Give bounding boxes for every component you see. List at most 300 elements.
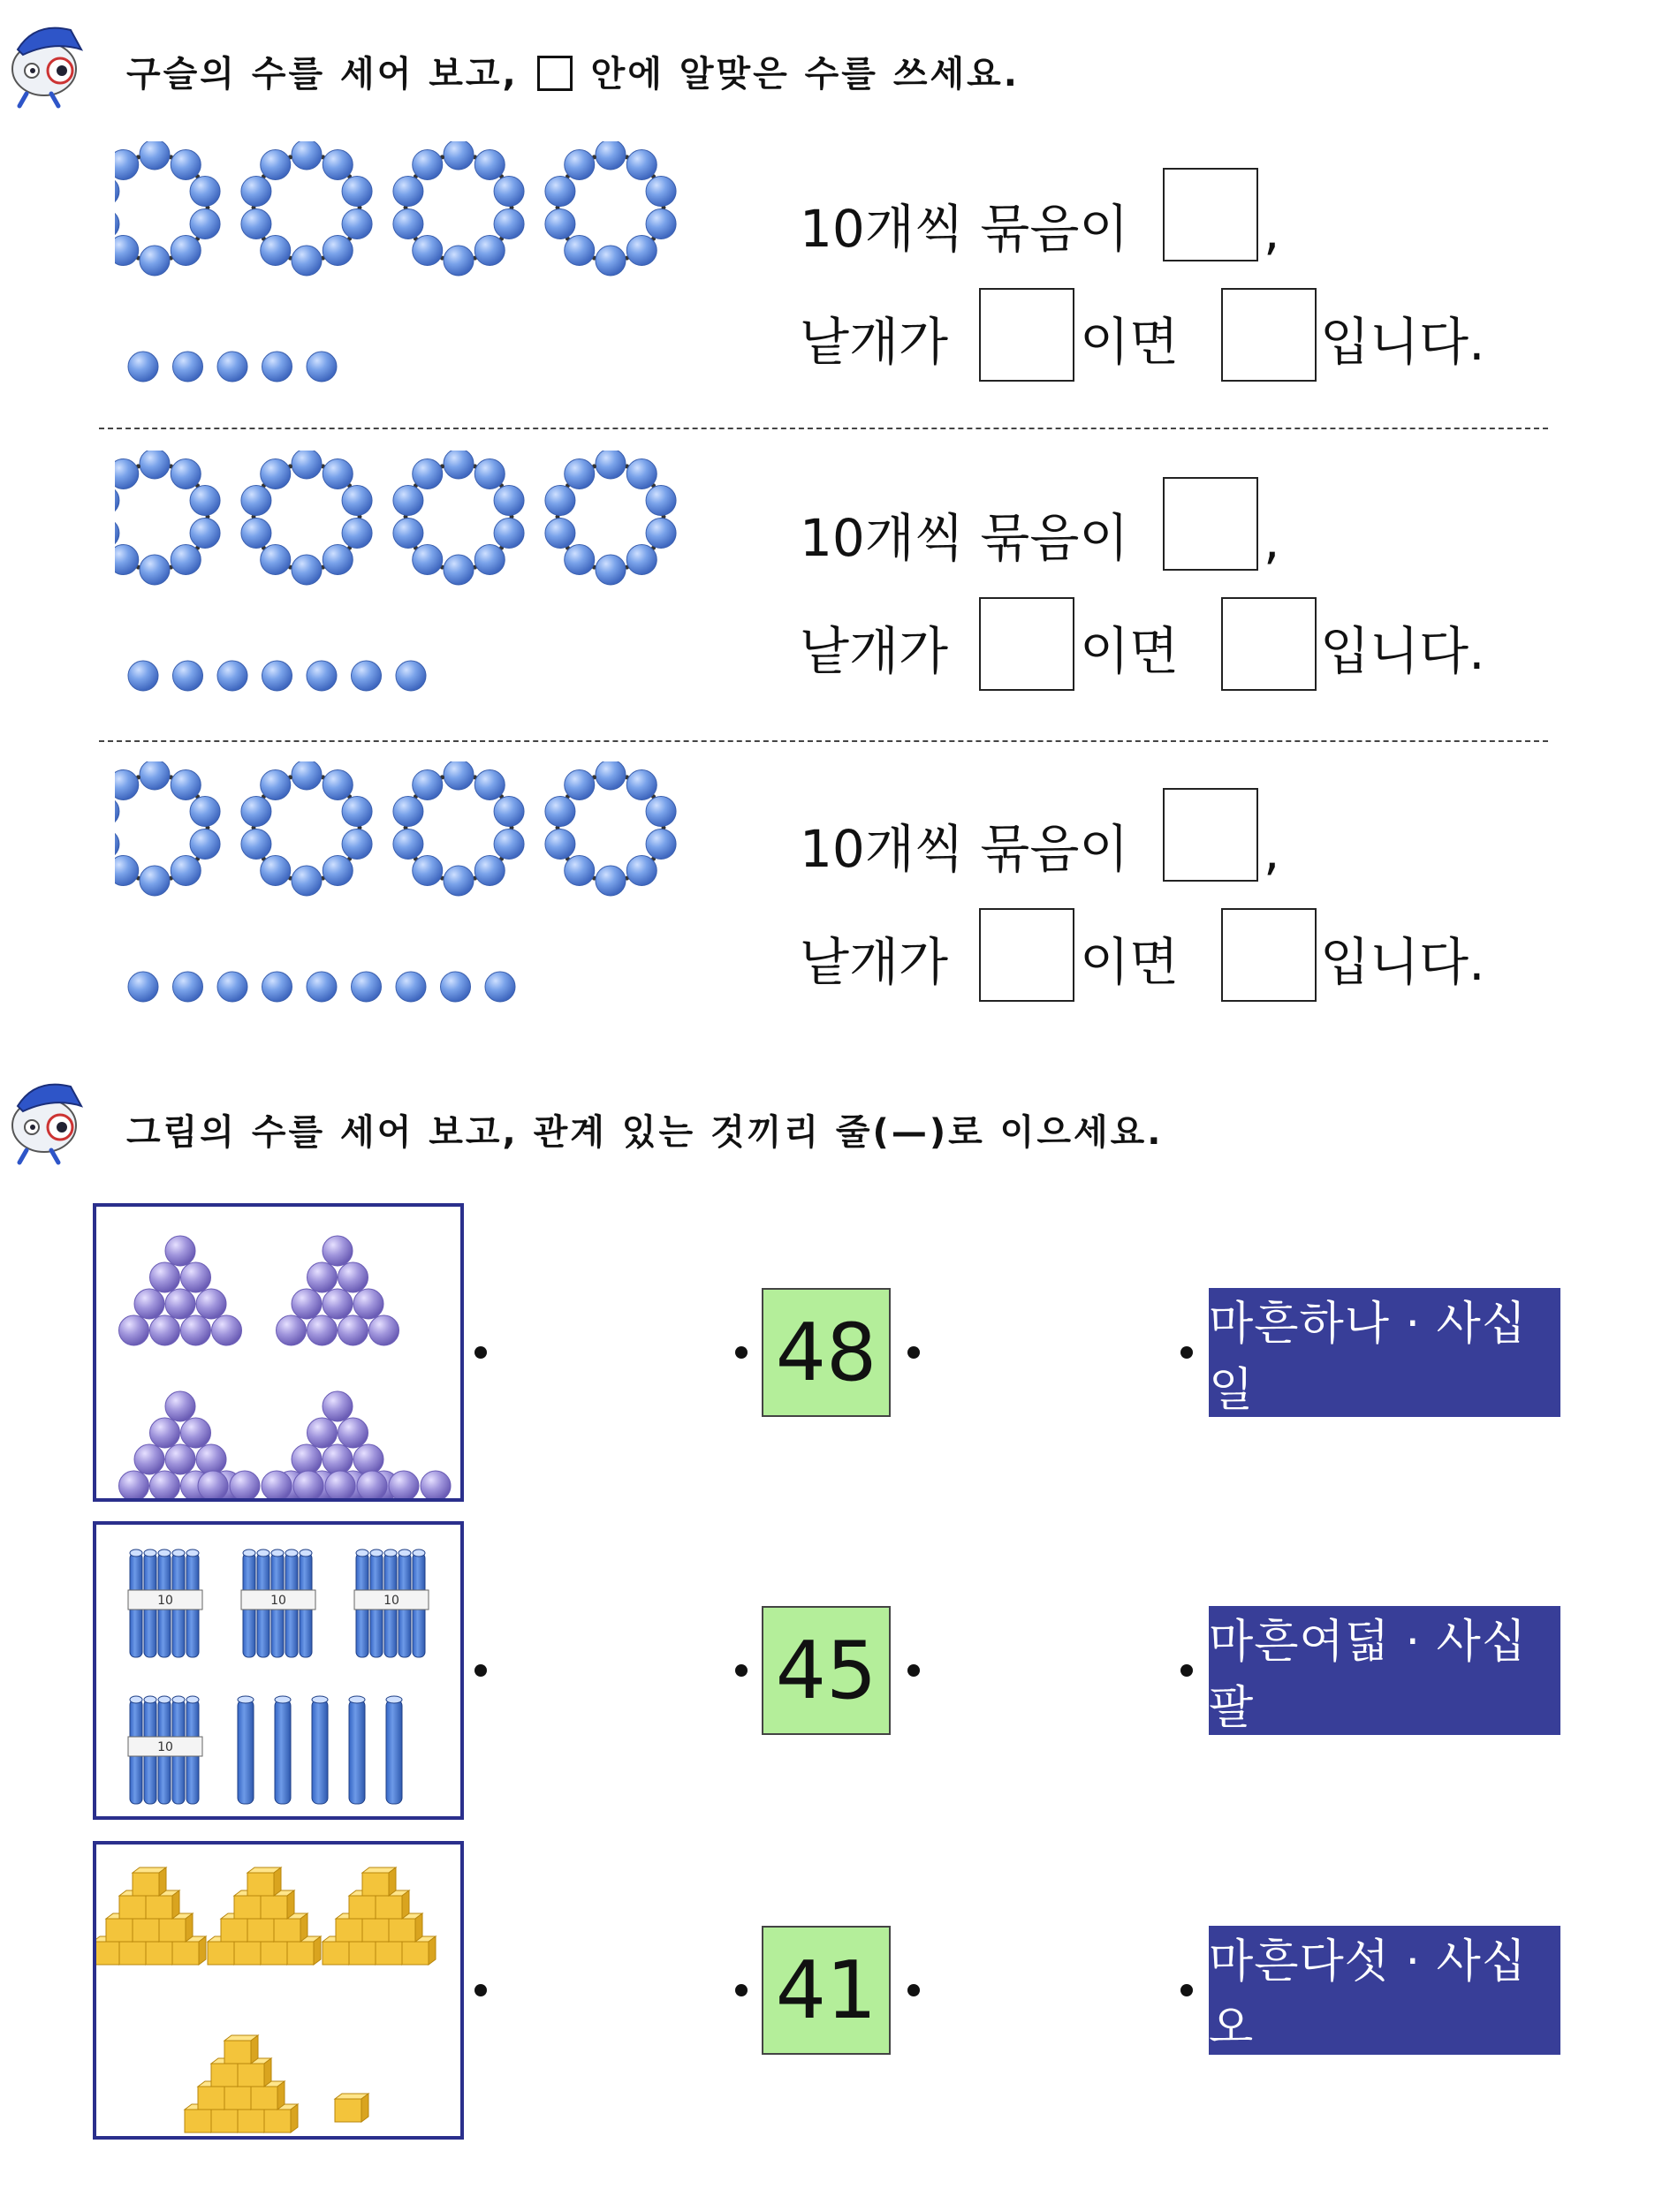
bead — [323, 149, 353, 179]
rod-bundle-ten — [128, 1549, 202, 1657]
purple-ball — [307, 1418, 338, 1448]
bead — [596, 761, 626, 790]
purple-ball — [196, 1289, 226, 1319]
bead — [596, 141, 626, 170]
cube — [133, 1873, 159, 1896]
word-card-1: 마흔하나 · 사십일 — [1209, 1288, 1560, 1417]
bead-picture-1 — [115, 141, 733, 406]
bead — [413, 236, 443, 266]
single-rod — [238, 1700, 254, 1804]
rod-bundle-ten — [241, 1549, 315, 1657]
bead — [444, 761, 474, 790]
bead — [413, 545, 443, 575]
p1-ones-answer-box[interactable] — [979, 288, 1074, 382]
p2-line2-mid: 이면 — [1080, 621, 1180, 681]
bead — [171, 458, 201, 489]
bead — [115, 769, 139, 799]
mascot-icon — [0, 14, 88, 111]
p2-line2-label: 낱개가 — [800, 621, 949, 681]
cube — [362, 1873, 389, 1896]
single-bead — [396, 972, 426, 1002]
cube — [146, 1896, 172, 1919]
single-rod — [349, 1700, 365, 1804]
single-bead — [128, 661, 158, 691]
single-bead — [307, 972, 337, 1002]
single-bead — [262, 972, 292, 1002]
bead — [494, 209, 524, 239]
bead — [626, 458, 657, 489]
cube — [224, 2041, 251, 2064]
section2-instruction: 그림의 수를 세어 보고, 관계 있는 것끼리 줄(—)로 이으세요. — [126, 1112, 1164, 1153]
cube — [261, 1942, 287, 1965]
bead — [190, 830, 220, 860]
bead — [115, 485, 119, 515]
connect-dot-number-3-right[interactable] — [907, 1984, 920, 1996]
single-bead — [396, 661, 426, 691]
bead — [292, 761, 322, 790]
instruction-text-part2: 안에 알맞은 수를 쓰세요. — [590, 54, 1020, 95]
single-purple-ball — [421, 1471, 451, 1498]
bead — [565, 236, 595, 266]
single-bead — [352, 972, 382, 1002]
bead-ring-ten — [393, 761, 524, 896]
purple-ball — [323, 1236, 353, 1266]
purple-ball — [338, 1262, 368, 1292]
bead — [241, 519, 271, 549]
single-bead — [307, 352, 337, 382]
bead — [140, 866, 170, 896]
word-card-2: 마흔여덟 · 사십팔 — [1209, 1606, 1560, 1735]
answer-box-sample-icon — [537, 56, 573, 91]
bead — [171, 856, 201, 886]
bead — [545, 830, 575, 860]
p3-total-answer-box[interactable] — [1221, 908, 1317, 1002]
p1-tens-answer-box[interactable] — [1163, 168, 1258, 261]
bead — [241, 485, 271, 515]
bead — [261, 236, 291, 266]
cube — [336, 1919, 362, 1942]
connect-dot-words-2[interactable] — [1180, 1664, 1193, 1677]
bead — [342, 209, 372, 239]
single-rod — [312, 1700, 328, 1804]
bead — [115, 856, 139, 886]
cube — [402, 1942, 429, 1965]
number-card-2: 45 — [762, 1606, 891, 1735]
bead — [565, 545, 595, 575]
connect-dot-picture-2[interactable] — [474, 1664, 487, 1677]
connect-dot-number-3-left[interactable] — [735, 1984, 748, 1996]
number-card-1: 48 — [762, 1288, 891, 1417]
bead — [596, 866, 626, 896]
single-bead — [128, 972, 158, 1002]
bead — [292, 141, 322, 170]
connect-dot-number-1-right[interactable] — [907, 1346, 920, 1359]
bead-picture-2 — [115, 451, 733, 716]
bead — [494, 485, 524, 515]
bead — [565, 458, 595, 489]
purple-ball — [165, 1289, 195, 1319]
bead — [413, 458, 443, 489]
single-bead — [173, 972, 203, 1002]
p2-total-answer-box[interactable] — [1221, 597, 1317, 691]
connect-dot-picture-3[interactable] — [474, 1984, 487, 1996]
bead — [115, 209, 119, 239]
bead — [494, 796, 524, 826]
bead — [444, 451, 474, 479]
bead-ring-ten — [115, 141, 220, 276]
purple-ball — [150, 1315, 180, 1345]
bead-ring-ten — [545, 451, 676, 585]
bead — [393, 519, 423, 549]
bead — [413, 149, 443, 179]
purple-ball — [369, 1315, 399, 1345]
cube — [211, 2110, 238, 2132]
p3-line2-end: 입니다. — [1320, 932, 1485, 992]
bead — [413, 769, 443, 799]
bead-ring-ten — [393, 451, 524, 585]
bead — [565, 769, 595, 799]
single-purple-ball — [325, 1471, 355, 1498]
single-bead — [217, 352, 247, 382]
purple-ball — [292, 1289, 322, 1319]
bead — [393, 796, 423, 826]
purple-ball — [134, 1289, 164, 1319]
bead — [474, 458, 505, 489]
bead — [545, 176, 575, 206]
p2-line2-end: 입니다. — [1320, 621, 1485, 681]
p3-line2-label: 낱개가 — [800, 932, 949, 992]
cube — [221, 1919, 247, 1942]
p3-line1-text: 10개씩 묶음이 — [800, 819, 1129, 879]
p1-comma: , — [1264, 201, 1280, 261]
cube — [323, 1942, 349, 1965]
bead — [261, 149, 291, 179]
bead — [545, 519, 575, 549]
bead-ring-ten — [115, 761, 220, 896]
bead — [241, 796, 271, 826]
cube — [119, 1942, 146, 1965]
purple-ball — [181, 1315, 211, 1345]
bead-ring-ten — [393, 141, 524, 276]
bead — [393, 209, 423, 239]
bead — [646, 796, 676, 826]
mascot-icon — [0, 1071, 88, 1168]
cube — [264, 2110, 291, 2132]
bead — [140, 451, 170, 479]
bead — [646, 519, 676, 549]
bead — [626, 545, 657, 575]
bead — [292, 866, 322, 896]
cube — [349, 1942, 376, 1965]
cube — [211, 2064, 238, 2087]
cube — [247, 1873, 274, 1896]
single-purple-ball — [230, 1471, 260, 1498]
number-card-3: 41 — [762, 1926, 891, 2055]
p1-line2-mid: 이면 — [1080, 312, 1180, 372]
purple-ball — [165, 1391, 195, 1421]
bead — [115, 149, 139, 179]
p2-ones-answer-box[interactable] — [979, 597, 1074, 691]
cube — [234, 1896, 261, 1919]
cube — [287, 1942, 314, 1965]
purple-ball — [150, 1418, 180, 1448]
purple-ball — [323, 1444, 353, 1474]
cube — [159, 1919, 186, 1942]
cube — [335, 2099, 361, 2122]
bead — [140, 141, 170, 170]
ball-triangle-ten — [119, 1236, 242, 1345]
purple-ball — [307, 1315, 338, 1345]
connect-dot-number-2-right[interactable] — [907, 1664, 920, 1677]
bead — [261, 458, 291, 489]
p2-comma: , — [1264, 511, 1280, 571]
bead — [545, 485, 575, 515]
p3-tens-answer-box[interactable] — [1163, 788, 1258, 882]
purple-ball — [181, 1418, 211, 1448]
bead — [444, 866, 474, 896]
bead — [494, 519, 524, 549]
bead — [140, 246, 170, 276]
single-rod — [275, 1700, 291, 1804]
cube — [389, 1919, 415, 1942]
bead — [565, 856, 595, 886]
rod-bundle-ten — [128, 1696, 202, 1804]
cube — [362, 1919, 389, 1942]
bead — [494, 176, 524, 206]
bead — [545, 796, 575, 826]
bead — [646, 485, 676, 515]
bead — [474, 545, 505, 575]
purple-ball — [338, 1315, 368, 1345]
bundle-label: 10 — [383, 1594, 399, 1608]
bead — [115, 519, 119, 549]
bead — [474, 769, 505, 799]
bead — [646, 830, 676, 860]
bead — [292, 246, 322, 276]
cube — [106, 1919, 133, 1942]
bead — [596, 451, 626, 479]
cube-pyramid-ten — [185, 2035, 298, 2132]
cube — [119, 1896, 146, 1919]
cube — [238, 2110, 264, 2132]
bead — [646, 176, 676, 206]
bead — [190, 519, 220, 549]
purple-ball — [150, 1262, 180, 1292]
bead — [323, 769, 353, 799]
bead — [115, 236, 139, 266]
cube — [261, 1896, 287, 1919]
cube — [172, 1942, 199, 1965]
bead — [444, 141, 474, 170]
p1-total-answer-box[interactable] — [1221, 288, 1317, 382]
bead — [596, 555, 626, 585]
cube — [349, 1896, 376, 1919]
cube — [238, 2064, 264, 2087]
cube — [185, 2110, 211, 2132]
cube — [251, 2087, 277, 2110]
bead — [444, 555, 474, 585]
bead — [494, 830, 524, 860]
bead — [171, 149, 201, 179]
single-bead — [262, 661, 292, 691]
p3-line2-mid: 이면 — [1080, 932, 1180, 992]
bead — [626, 236, 657, 266]
bead — [342, 830, 372, 860]
cube — [234, 1942, 261, 1965]
bead — [596, 246, 626, 276]
bead — [323, 458, 353, 489]
bead — [626, 856, 657, 886]
single-bead — [485, 972, 515, 1002]
bead — [115, 176, 119, 206]
bead — [292, 451, 322, 479]
bead — [626, 769, 657, 799]
p1-line1-text: 10개씩 묶음이 — [800, 199, 1129, 259]
picture-box-cubes — [93, 1841, 464, 2140]
bead — [190, 485, 220, 515]
bead-ring-ten — [545, 761, 676, 896]
bead — [626, 149, 657, 179]
single-bead — [217, 972, 247, 1002]
single-bead — [217, 661, 247, 691]
bead — [261, 856, 291, 886]
bead — [323, 545, 353, 575]
connect-dot-number-2-left[interactable] — [735, 1664, 748, 1677]
cube — [247, 1919, 274, 1942]
bead — [241, 830, 271, 860]
p2-tens-answer-box[interactable] — [1163, 477, 1258, 571]
single-bead — [352, 661, 382, 691]
cube — [146, 1942, 172, 1965]
bead — [261, 545, 291, 575]
bead — [413, 856, 443, 886]
picture-box-balls — [93, 1203, 464, 1502]
cube — [376, 1942, 402, 1965]
connect-dot-number-1-left[interactable] — [735, 1346, 748, 1359]
connect-dot-words-1[interactable] — [1180, 1346, 1193, 1359]
bead — [190, 176, 220, 206]
purple-ball — [119, 1315, 149, 1345]
p1-line2-label: 낱개가 — [800, 312, 949, 372]
cube — [376, 1896, 402, 1919]
cube — [96, 1942, 119, 1965]
bead — [323, 856, 353, 886]
connect-dot-picture-1[interactable] — [474, 1346, 487, 1359]
picture-box-rods — [93, 1521, 464, 1820]
purple-ball — [150, 1471, 180, 1498]
single-bead — [441, 972, 471, 1002]
purple-ball — [338, 1418, 368, 1448]
bead — [241, 176, 271, 206]
p3-ones-answer-box[interactable] — [979, 908, 1074, 1002]
bead-picture-3 — [115, 761, 733, 1026]
bead — [190, 209, 220, 239]
bead — [393, 176, 423, 206]
bead — [393, 830, 423, 860]
dashed-divider — [99, 740, 1548, 742]
cube-pyramid-ten — [96, 1867, 206, 1965]
purple-ball — [292, 1444, 322, 1474]
bead — [171, 769, 201, 799]
single-bead — [173, 352, 203, 382]
cube — [208, 1942, 234, 1965]
bead — [261, 769, 291, 799]
purple-ball — [165, 1444, 195, 1474]
bead — [140, 761, 170, 790]
bead-ring-ten — [241, 141, 372, 276]
purple-ball — [119, 1471, 149, 1498]
connect-dot-words-3[interactable] — [1180, 1984, 1193, 1996]
bundle-label: 10 — [157, 1594, 173, 1608]
bead — [115, 796, 119, 826]
bead — [474, 856, 505, 886]
bead — [115, 458, 139, 489]
cube — [198, 2087, 224, 2110]
purple-ball — [165, 1236, 195, 1266]
single-bead — [262, 352, 292, 382]
bead-ring-ten — [241, 451, 372, 585]
dashed-divider — [99, 428, 1548, 429]
bead — [323, 236, 353, 266]
purple-ball — [134, 1444, 164, 1474]
bead — [646, 209, 676, 239]
cube — [224, 2087, 251, 2110]
cube — [133, 1919, 159, 1942]
single-rod — [386, 1700, 402, 1804]
bead — [474, 236, 505, 266]
bead — [565, 149, 595, 179]
purple-ball — [323, 1289, 353, 1319]
bead — [115, 830, 119, 860]
bead — [545, 209, 575, 239]
p1-line2-end: 입니다. — [1320, 312, 1485, 372]
bundle-label: 10 — [157, 1740, 173, 1754]
bead — [342, 796, 372, 826]
rod-bundle-ten — [354, 1549, 429, 1657]
bead-ring-ten — [241, 761, 372, 896]
bead — [393, 485, 423, 515]
cube-pyramid-ten — [208, 1867, 321, 1965]
bead — [342, 176, 372, 206]
section1-instruction — [126, 46, 1020, 96]
purple-ball — [212, 1315, 242, 1345]
bead — [171, 236, 201, 266]
purple-ball — [196, 1444, 226, 1474]
single-bead — [307, 661, 337, 691]
bead — [140, 555, 170, 585]
purple-ball — [353, 1289, 383, 1319]
purple-ball — [353, 1444, 383, 1474]
p3-comma: , — [1264, 822, 1280, 882]
bead-ring-ten — [115, 451, 220, 585]
single-bead — [128, 352, 158, 382]
single-purple-ball — [389, 1471, 419, 1498]
word-card-3: 마흔다섯 · 사십오 — [1209, 1926, 1560, 2055]
bead — [292, 555, 322, 585]
p2-line1-text: 10개씩 묶음이 — [800, 508, 1129, 568]
bead — [171, 545, 201, 575]
bead — [342, 519, 372, 549]
single-bead — [173, 661, 203, 691]
bead — [474, 149, 505, 179]
single-purple-ball — [357, 1471, 387, 1498]
bundle-label: 10 — [270, 1594, 286, 1608]
cube — [274, 1919, 300, 1942]
bead — [190, 796, 220, 826]
instruction-text-part1: 구슬의 수를 세어 보고, — [126, 54, 519, 95]
purple-ball — [181, 1262, 211, 1292]
bead — [115, 545, 139, 575]
